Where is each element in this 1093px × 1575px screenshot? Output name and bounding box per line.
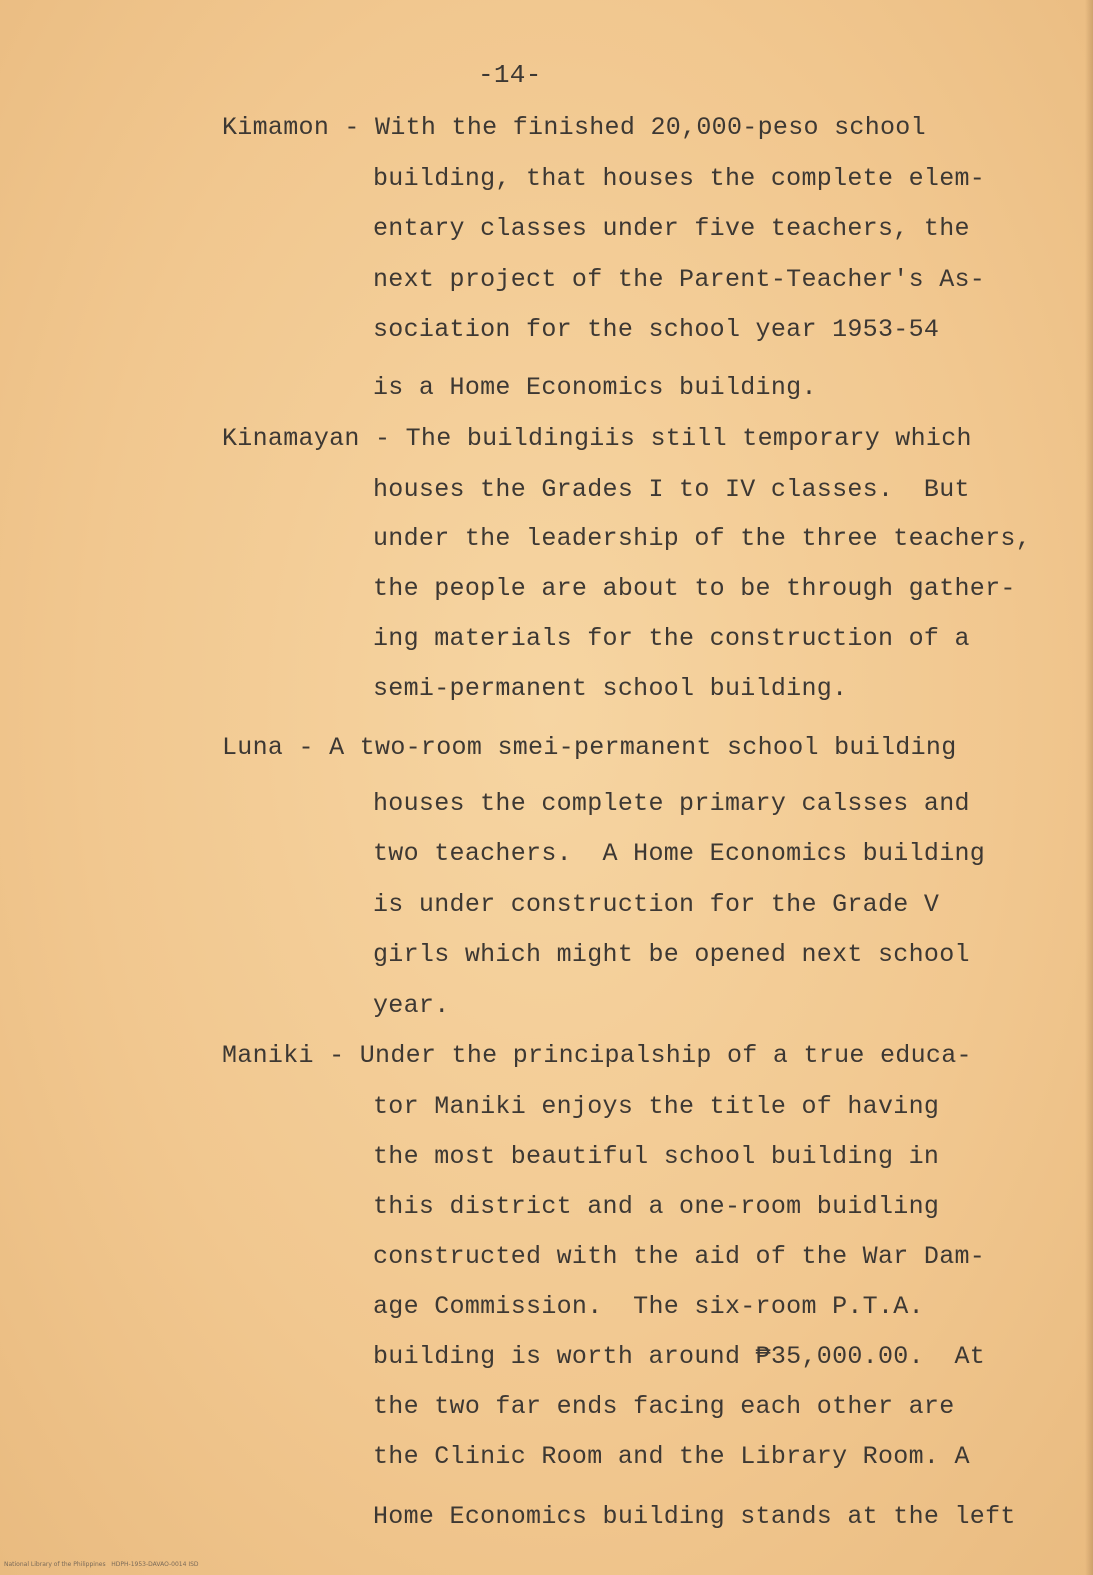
text-line: under the leadership of the three teachers, [373,524,1032,553]
text-line: building is worth around ₱35,000.00. At [373,1342,986,1371]
text-line: this district and a one-room buidling [373,1192,940,1221]
text-line: building, that houses the complete elem- [373,164,986,193]
text-line: Home Economics building stands at the left [373,1502,1016,1531]
text-line: is under construction for the Grade V [373,890,940,919]
text-line: Kimamon - With the finished 20,000-peso school [222,113,926,142]
text-line: Maniki - Under the principalship of a true educa- [222,1041,972,1070]
archive-footer: National Library of the Philippines HDPH-1953-DAVAO-0014 ISD [4,1561,199,1568]
text-line: Kinamayan - The buildingiis still temporary which [222,424,972,453]
text-line: is a Home Economics building. [373,373,817,402]
text-line: the people are about to be through gather- [373,574,1016,603]
text-line: constructed with the aid of the War Dam- [373,1242,986,1271]
page-edge-shadow [1085,0,1093,1575]
text-line: next project of the Parent-Teacher's As- [373,265,986,294]
text-line: the most beautiful school building in [373,1142,940,1171]
text-line: two teachers. A Home Economics building [373,839,986,868]
text-line: Luna - A two-room smei-permanent school building [222,733,957,762]
text-line: tor Maniki enjoys the title of having [373,1092,940,1121]
text-line: year. [373,991,450,1020]
page-number: -14- [478,60,542,90]
text-line: houses the complete primary calsses and [373,789,970,818]
text-line: sociation for the school year 1953-54 [373,315,940,344]
text-line: the two far ends facing each other are [373,1392,955,1421]
text-line: girls which might be opened next school [373,940,970,969]
text-line: ing materials for the construction of a [373,624,970,653]
text-line: houses the Grades I to IV classes. But [373,475,970,504]
text-line: entary classes under five teachers, the [373,214,970,243]
text-line: semi-permanent school building. [373,674,848,703]
text-line: the Clinic Room and the Library Room. A [373,1442,970,1471]
text-line: age Commission. The six-room P.T.A. [373,1292,924,1321]
